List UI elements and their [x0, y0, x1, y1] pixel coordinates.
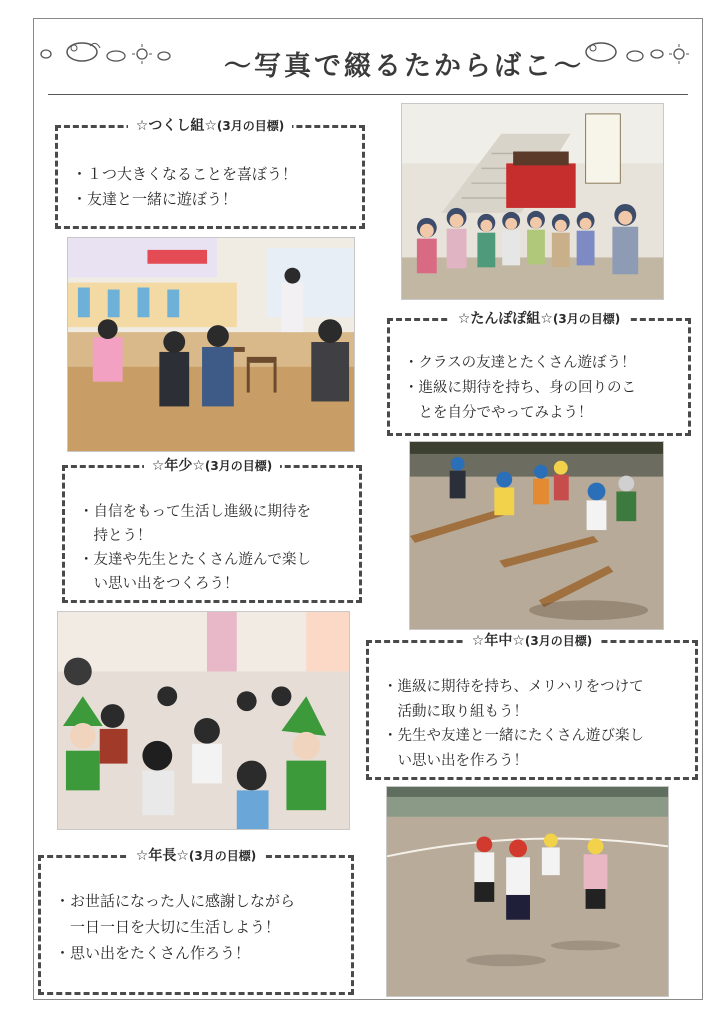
nencho-goal-label: (3月の目標) — [188, 849, 257, 863]
tsukushi-class-name: ☆つくし組☆ — [135, 118, 217, 134]
nenchu-goal-line-1: ・進級に期待を持ち、メリハリをつけて — [383, 679, 644, 695]
nensho-goal-line-2: 持とう！ — [79, 528, 152, 544]
nenchu-goal-label: (3月の目標) — [524, 634, 593, 648]
photo-balance-beam — [409, 441, 664, 630]
header-divider — [48, 94, 688, 95]
photo-running-game — [386, 786, 669, 997]
tanpopo-goal-label: (3月の目標) — [552, 312, 621, 326]
nensho-goal-line-4: い思い出をつくろう！ — [79, 576, 239, 592]
tsukushi-goal-line-2: ・友達と一緒に遊ぼう！ — [72, 190, 238, 208]
nencho-goal-line-2: 一日一日を大切に生活しよう！ — [55, 918, 281, 936]
nensho-goal-line-1: ・自信をもって生活し進級に期待を — [79, 504, 311, 520]
nenchu-goal-box — [366, 633, 698, 780]
nenchu-goal-line-3: ・先生や友達と一緒にたくさん遊び楽し — [383, 728, 644, 744]
photo-costume-party — [57, 611, 350, 830]
nensho-goal-box — [62, 458, 362, 603]
nensho-goal-line-3: ・友達や先生とたくさん遊んで楽し — [79, 552, 311, 568]
nensho-goal-label: (3月の目標) — [204, 459, 273, 473]
nencho-goal-box — [38, 848, 354, 995]
nenchu-goal-line-2: 活動に取り組もう！ — [383, 703, 528, 720]
tanpopo-goal-box — [387, 311, 691, 436]
nenchu-class-name: ☆年中☆ — [471, 633, 525, 649]
page-title: 〜写真で綴るたからばこ〜 — [224, 51, 584, 82]
tanpopo-goal-line-3: とを自分でやってみよう！ — [404, 405, 593, 421]
photo-classroom-play — [67, 237, 355, 452]
nencho-goal-line-3: ・思い出をたくさん作ろう！ — [55, 944, 251, 962]
nensho-class-name: ☆年少☆ — [151, 458, 205, 474]
nencho-goal-line-1: ・お世話になった人に感謝しながら — [55, 892, 296, 910]
tanpopo-goal-line-2: ・進級に期待を持ち、身の回りのこ — [404, 380, 636, 396]
nencho-class-name: ☆年長☆ — [135, 848, 189, 864]
tanpopo-class-name: ☆たんぽぽ組☆ — [457, 311, 553, 327]
bird-cloud-decoration-right-icon — [579, 38, 699, 66]
tsukushi-goal-box — [55, 118, 365, 229]
tanpopo-goal-line-1: ・クラスの友達とたくさん遊ぼう！ — [404, 355, 636, 371]
page-header — [34, 30, 702, 90]
photo-hina-doll-display — [401, 103, 664, 300]
tsukushi-goal-line-1: ・１つ大きくなることを喜ぼう！ — [72, 165, 298, 183]
nenchu-goal-line-4: い思い出を作ろう！ — [383, 752, 528, 769]
tsukushi-goal-label: (3月の目標) — [216, 119, 285, 133]
bird-cloud-decoration-left-icon — [38, 38, 178, 66]
